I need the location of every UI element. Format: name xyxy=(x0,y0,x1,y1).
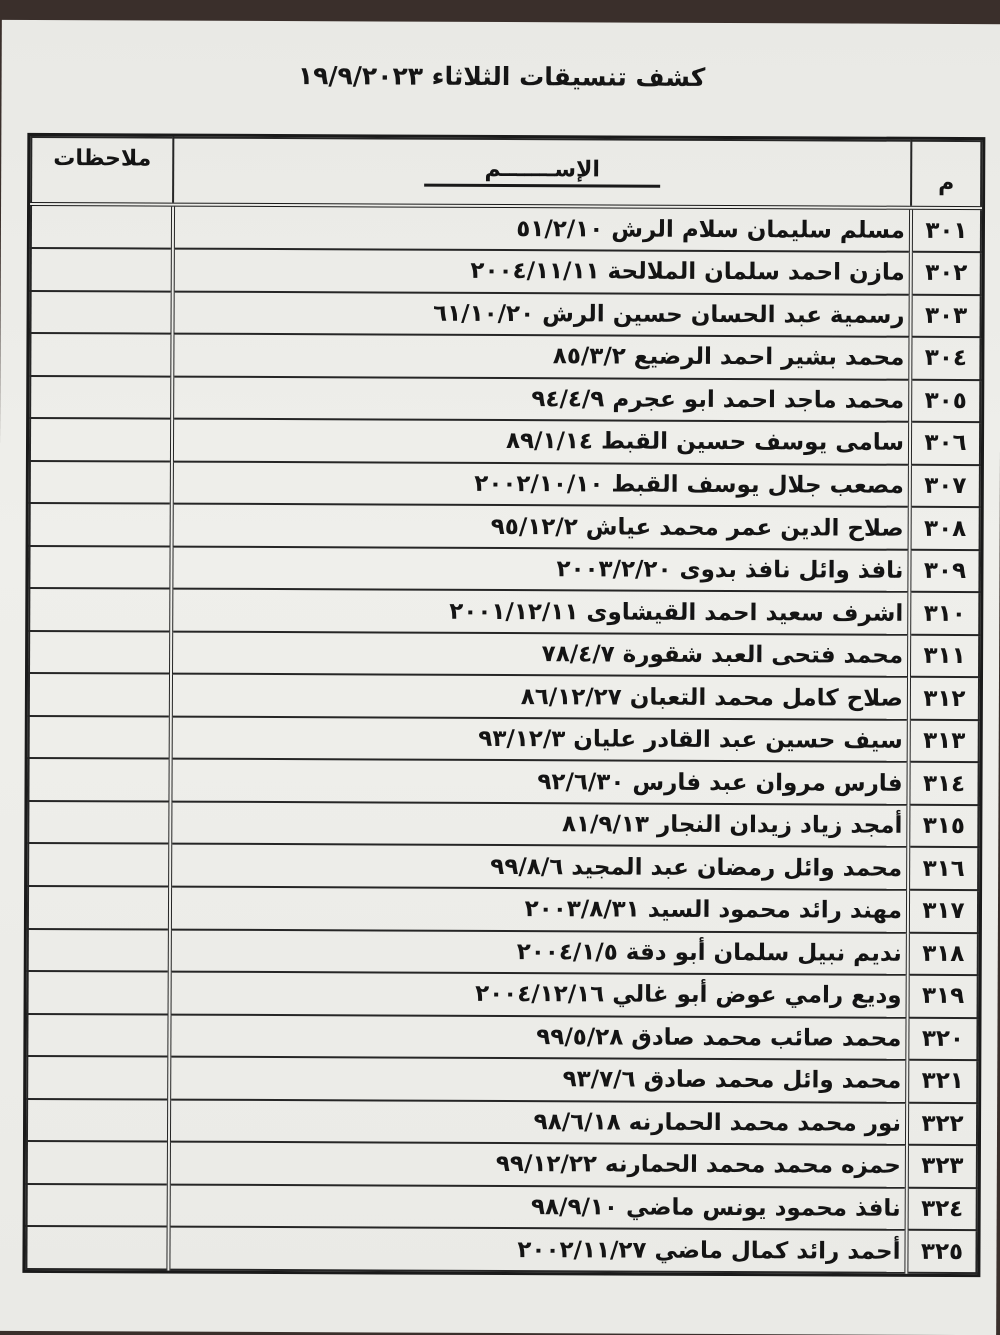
table-row xyxy=(32,248,982,295)
row-name-entry: مازن احمد سلمان الملالحة ٢٠٠٤/١١/١١ xyxy=(174,249,912,295)
table-row xyxy=(28,1056,978,1103)
table-row xyxy=(29,886,979,933)
row-number: ٣١٠ xyxy=(910,592,980,635)
row-notes xyxy=(30,716,172,759)
row-number: ٣١٩ xyxy=(909,975,979,1018)
row-notes xyxy=(30,588,172,631)
table-row xyxy=(30,631,980,678)
table-row xyxy=(28,1014,978,1061)
row-name-entry: محمد صائب محمد صادق ٩٩/٥/٢٨ xyxy=(170,1014,908,1060)
row-number: ٣١٦ xyxy=(909,847,979,890)
row-notes xyxy=(29,801,171,844)
row-notes xyxy=(30,673,172,716)
table-row xyxy=(28,1184,978,1231)
row-number: ٣٢١ xyxy=(908,1060,978,1103)
roster-body xyxy=(27,204,982,1273)
row-name-entry: محمد بشير احمد الرضيع ٨٥/٣/٢ xyxy=(173,334,911,380)
row-number: ٣٠١ xyxy=(912,208,982,252)
row-name-entry: سامى يوسف حسين القبط ٨٩/١/١٤ xyxy=(173,419,911,465)
paper-sheet xyxy=(0,20,1000,1335)
header-name xyxy=(174,138,912,208)
table-row xyxy=(29,971,979,1018)
row-name-entry: نور محمد محمد الحمارنه ٩٨/٦/١٨ xyxy=(170,1099,908,1145)
row-name-entry: صلاح الدين عمر محمد عياش ٩٥/١٢/٢ xyxy=(173,504,911,550)
row-notes xyxy=(28,1014,170,1057)
row-number: ٣١٧ xyxy=(909,890,979,933)
row-name-entry: محمد وائل رمضان عبد المجيد ٩٩/٨/٦ xyxy=(171,844,909,890)
table-row xyxy=(31,461,981,508)
table-row xyxy=(29,758,979,805)
row-number: ٣٢٥ xyxy=(907,1230,977,1273)
row-number: ٣٠٢ xyxy=(912,252,982,295)
row-notes xyxy=(31,376,173,419)
table-row xyxy=(31,418,981,465)
table-row xyxy=(31,333,981,380)
row-notes xyxy=(29,843,171,886)
row-name-entry: نافذ وائل نافذ بدوى ٢٠٠٣/٢/٢٠ xyxy=(172,546,910,592)
row-name-entry: محمد وائل محمد صادق ٩٣/٧/٦ xyxy=(170,1057,908,1103)
row-notes xyxy=(31,418,173,461)
row-notes xyxy=(29,928,171,971)
row-number: ٣٠٤ xyxy=(911,337,981,380)
row-name-entry: فارس مروان عبد فارس ٩٢/٦/٣٠ xyxy=(171,759,909,805)
row-notes xyxy=(30,546,172,589)
row-name-entry: مهند رائد محمود السيد ٢٠٠٣/٨/٣١ xyxy=(171,887,909,933)
row-number: ٣٠٩ xyxy=(910,550,980,593)
row-name-entry: اشرف سعيد احمد القيشاوى ٢٠٠١/١٢/١١ xyxy=(172,589,910,635)
row-name-entry: وديع رامي عوض أبو غالي ٢٠٠٤/١٢/١٦ xyxy=(171,972,909,1018)
row-notes xyxy=(28,1099,170,1142)
row-name-entry: أحمد رائد كمال ماضي ٢٠٠٢/١١/٢٧ xyxy=(169,1227,907,1273)
row-notes xyxy=(30,631,172,674)
row-name-entry: سيف حسين عبد القادر عليان ٩٣/١٢/٣ xyxy=(172,716,910,762)
row-number: ٣٢٢ xyxy=(908,1102,978,1145)
row-notes xyxy=(28,1184,170,1227)
row-name-entry: صلاح كامل محمد التعبان ٨٦/١٢/٢٧ xyxy=(172,674,910,720)
row-number: ٣٠٨ xyxy=(911,507,981,550)
row-notes xyxy=(28,1056,170,1099)
row-name-entry: أمجد زياد زيدان النجار ٨١/٩/١٣ xyxy=(171,802,909,848)
row-number: ٣١٥ xyxy=(909,805,979,848)
row-number: ٣٠٥ xyxy=(911,379,981,422)
row-number: ٣١٤ xyxy=(909,762,979,805)
roster-table xyxy=(26,136,983,1274)
table-row xyxy=(30,673,980,720)
row-notes xyxy=(31,461,173,504)
table-row xyxy=(31,376,981,423)
row-name-entry: مصعب جلال يوسف القبط ٢٠٠٢/١٠/١٠ xyxy=(173,461,911,507)
header-notes: ملاحظات xyxy=(32,137,174,205)
row-notes xyxy=(29,886,171,929)
row-name-entry: حمزه محمد محمد الحمارنه ٩٩/١٢/٢٢ xyxy=(170,1142,908,1188)
table-row xyxy=(27,1226,977,1273)
table-row xyxy=(29,928,979,975)
row-notes xyxy=(29,758,171,801)
page-title: كشف تنسيقات الثلاثاء ١٩/٩/٢٠٢٣ xyxy=(298,61,707,92)
row-notes xyxy=(32,248,174,291)
row-number: ٣٢٣ xyxy=(908,1145,978,1188)
row-notes xyxy=(31,333,173,376)
table-row xyxy=(31,503,981,550)
row-number: ٣١٣ xyxy=(910,720,980,763)
row-number: ٣٠٧ xyxy=(911,464,981,507)
row-name-entry: محمد ماجد احمد ابو عجرم ٩٤/٤/٩ xyxy=(173,376,911,422)
row-number: ٣٠٦ xyxy=(911,422,981,465)
row-name-entry: نافذ محمود يونس ماضي ٩٨/٩/١٠ xyxy=(170,1184,908,1230)
table-row xyxy=(30,716,980,763)
table-row xyxy=(28,1141,978,1188)
row-number: ٣٠٣ xyxy=(911,294,981,337)
row-number: ٣٢٤ xyxy=(908,1188,978,1231)
table-row xyxy=(29,801,979,848)
row-notes xyxy=(31,291,173,334)
row-number: ٣١١ xyxy=(910,635,980,678)
table-header-row xyxy=(32,137,982,208)
table-row xyxy=(28,1099,978,1146)
row-notes xyxy=(28,1141,170,1184)
header-number: م xyxy=(912,141,982,208)
row-number: ٣١٨ xyxy=(909,932,979,975)
table-row xyxy=(31,291,981,338)
row-name-entry: رسمية عبد الحسان حسين الرش ٦١/١٠/٢٠ xyxy=(173,291,911,337)
header-name-label: الإســـــــم xyxy=(425,157,661,188)
row-notes xyxy=(27,1226,169,1269)
roster-table-frame xyxy=(23,133,986,1277)
row-notes xyxy=(29,971,171,1014)
row-notes xyxy=(32,204,174,249)
row-number: ٣٢٠ xyxy=(908,1017,978,1060)
row-number: ٣١٢ xyxy=(910,677,980,720)
table-row xyxy=(29,843,979,890)
table-row xyxy=(30,546,980,593)
table-row xyxy=(32,204,982,252)
row-notes xyxy=(31,503,173,546)
table-row xyxy=(30,588,980,635)
row-name-entry: نديم نبيل سلمان أبو دقة ٢٠٠٤/١/٥ xyxy=(171,929,909,975)
row-name-entry: مسلم سليمان سلام الرش ٥١/٢/١٠ xyxy=(174,205,912,252)
row-name-entry: محمد فتحى العبد شقورة ٧٨/٤/٧ xyxy=(172,631,910,677)
